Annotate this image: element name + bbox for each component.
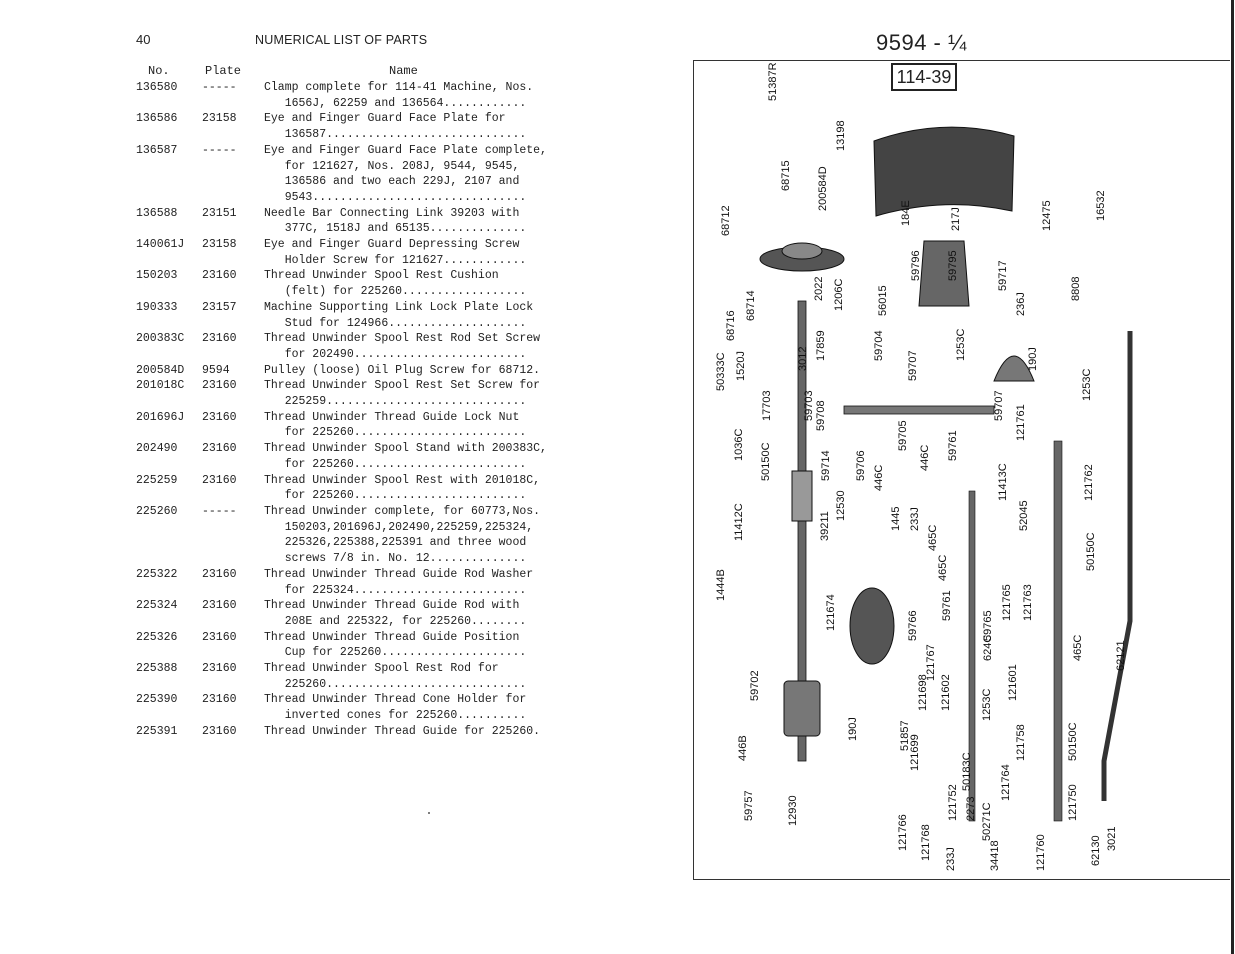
diagram-label: 121767 (925, 644, 937, 681)
diagram-label: 17859 (815, 330, 827, 361)
part-number: 136587 (136, 143, 178, 157)
diagram-label: 68715 (780, 160, 792, 191)
worm-gear-drawing (792, 471, 812, 521)
diagram-label: 51857 (899, 720, 911, 751)
diagram-label: 68714 (745, 290, 757, 321)
part-number: 225324 (136, 599, 178, 613)
part-row (136, 268, 566, 299)
diagram-label: 51387R (767, 62, 779, 101)
diagram-label: 190J (1027, 347, 1039, 371)
part-number: 150203 (136, 269, 178, 283)
long-rod-drawing (1104, 331, 1130, 801)
diagram-label: 465C (927, 524, 939, 551)
part-row (136, 363, 566, 379)
diagram-label: 8808 (1070, 276, 1082, 301)
part-name: Thread Unwinder Thread Guide for 225260. (264, 724, 541, 738)
diagram-label: 3012 (797, 346, 809, 371)
column-header-name: Name (389, 64, 418, 78)
part-row (136, 378, 566, 409)
part-name: Thread Unwinder Spool Rest with 201018C, for 225260......................... (264, 473, 541, 503)
part-plate: 23160 (202, 473, 237, 487)
diagram-label: 1253C (981, 688, 993, 721)
diagram-label: 59707 (907, 350, 919, 381)
part-name: Thread Unwinder Thread Cone Holder for inverted cones for 225260.......... (264, 693, 527, 723)
part-plate: ----- (202, 504, 237, 518)
diagram-label: 1253C (1081, 368, 1093, 401)
diagram-label: 233J (945, 847, 957, 871)
diagram-label: 3021 (1106, 826, 1118, 851)
diagram-label: 121750 (1067, 784, 1079, 821)
part-name: Thread Unwinder Spool Stand with 200383C, for 225260......................... (264, 442, 547, 471)
diagram-label: 59765 (982, 610, 994, 641)
part-number: 200584D (136, 363, 185, 377)
diagram-label: 121762 (1083, 464, 1095, 501)
part-plate: 23160 (202, 599, 237, 613)
diagram-label: 50271C (981, 802, 993, 841)
diagram-label: 59714 (820, 450, 832, 481)
diagram-label: 12530 (835, 490, 847, 521)
part-name: Clamp complete for 114-41 Machine, Nos. 1656J, 62259 and 136564............ (264, 81, 534, 110)
parts-diagram-drawing (694, 61, 1229, 879)
diagram-label: 446C (873, 464, 885, 491)
part-row (136, 111, 566, 142)
diagram-label: 62130 (1090, 835, 1102, 866)
part-number: 190333 (136, 300, 178, 314)
part-plate: 23160 (202, 269, 237, 283)
part-plate: 23158 (202, 238, 237, 252)
diagram-label: 121601 (1007, 664, 1019, 701)
diagram-label: 2273 (965, 796, 977, 821)
diagram-label: 16532 (1095, 190, 1107, 221)
diagram-label: 50183C (961, 752, 973, 791)
diagram-label: 59761 (941, 590, 953, 621)
part-name: Thread Unwinder Spool Rest Cushion (felt) for 225260.................. (264, 269, 527, 299)
diagram-label: 68716 (725, 310, 737, 341)
bracket-drawing (919, 241, 969, 306)
part-plate: 23160 (202, 630, 237, 644)
part-row (136, 143, 566, 206)
diagram-label: 121602 (940, 674, 952, 711)
diagram-label: 446B (737, 735, 749, 761)
diagram-label: 59757 (743, 790, 755, 821)
diagram-label: 59703 (803, 390, 815, 421)
part-name: Needle Bar Connecting Link 39203 with 377C, 1518J and 65135.............. (264, 206, 527, 236)
plate-code: 9594 - ¼ (876, 30, 967, 55)
part-number: 225260 (136, 504, 178, 518)
diagram-label: 62121 (1115, 640, 1127, 671)
right-shaft-drawing (1054, 441, 1062, 821)
diagram-label: 50150C (760, 442, 772, 481)
part-row (136, 661, 566, 692)
part-name: Machine Supporting Link Lock Plate Lock Stud for 124966.................... (264, 300, 534, 330)
part-plate: 9594 (202, 363, 230, 377)
diagram-label: 17703 (761, 390, 773, 421)
part-row (136, 630, 566, 661)
diagram-label: 59705 (897, 420, 909, 451)
thread-cone-drawing (874, 127, 1014, 216)
page-gutter (1231, 0, 1234, 954)
part-row (136, 692, 566, 723)
part-plate: 23160 (202, 442, 237, 456)
cylinder-drawing (784, 681, 820, 736)
diagram-label: 59766 (907, 610, 919, 641)
diagram-label: 1253C (955, 328, 967, 361)
diagram-label: 13198 (835, 120, 847, 151)
part-number: 225259 (136, 473, 178, 487)
part-row (136, 206, 566, 237)
part-plate: ----- (202, 143, 237, 157)
diagram-label: 121699 (909, 734, 921, 771)
part-plate: 23160 (202, 379, 237, 393)
part-row (136, 80, 566, 111)
part-number: 225388 (136, 662, 178, 676)
column-header-plate: Plate (205, 64, 242, 78)
diagram-label: 59796 (910, 250, 922, 281)
part-number: 202490 (136, 442, 178, 456)
part-plate: 23158 (202, 112, 237, 126)
diagram-label: 59708 (815, 400, 827, 431)
diagram-label: 446C (919, 444, 931, 471)
diagram-label: 59706 (855, 450, 867, 481)
diagram-label: 121698 (917, 674, 929, 711)
part-row (136, 598, 566, 629)
part-row (136, 331, 566, 362)
page-number: 40 (136, 32, 151, 47)
part-row (136, 300, 566, 331)
part-row (136, 237, 566, 268)
part-name: Thread Unwinder Spool Rest Rod Set Screw for 202490......................... (264, 332, 541, 361)
part-number: 225326 (136, 630, 178, 644)
cross-rod-drawing (844, 406, 994, 414)
diagram-label: 50333C (715, 352, 727, 391)
pulley-hub-drawing (782, 243, 822, 259)
part-plate: 23160 (202, 662, 237, 676)
diagram-label: 624C (982, 634, 994, 661)
part-plate: 23151 (202, 206, 237, 220)
part-name: Thread Unwinder Thread Guide Rod Washer for 225324......................... (264, 567, 534, 597)
part-number: 201696J (136, 410, 185, 424)
diagram-label: 1444B (715, 569, 727, 601)
diagram-label: 59795 (947, 250, 959, 281)
diagram-label: 12475 (1041, 200, 1053, 231)
diagram-label: 236J (1015, 292, 1027, 316)
diagram-label: 121765 (1001, 584, 1013, 621)
part-plate: 23157 (202, 300, 237, 314)
part-name: Thread Unwinder Thread Guide Rod with 208E and 225322, for 225260........ (264, 599, 527, 628)
part-row (136, 504, 566, 567)
page-title: NUMERICAL LIST OF PARTS (255, 33, 428, 47)
diagram-label: 56015 (877, 285, 889, 316)
diagram-label: 1520J (735, 351, 747, 381)
diagram-label: 34418 (989, 840, 1001, 871)
part-number: 140061J (136, 238, 185, 252)
part-row (136, 410, 566, 441)
part-plate: 23160 (202, 567, 237, 581)
part-plate: 23160 (202, 332, 237, 346)
part-name: Eye and Finger Guard Face Plate for 136587............................. (264, 112, 527, 142)
diagram-label: 121674 (825, 594, 837, 631)
part-number: 201018C (136, 379, 185, 393)
diagram-label: 200584D (817, 166, 829, 211)
diagram-label: 50150C (1067, 722, 1079, 761)
diagram-label: 121758 (1015, 724, 1027, 761)
diagram-label: 50150C (1085, 532, 1097, 571)
diagram-label: 59717 (997, 260, 1009, 291)
diagram-label: 121763 (1022, 584, 1034, 621)
diagram-label: 11413C (997, 463, 1009, 501)
diagram-label: 465C (1072, 634, 1084, 661)
diagram-label: 52045 (1018, 500, 1030, 531)
plate-number-box: 114-39 (891, 63, 957, 91)
part-row (136, 473, 566, 504)
part-row (136, 567, 566, 598)
part-name: Thread Unwinder Thread Guide Lock Nut for 225260......................... (264, 410, 527, 440)
part-number: 136580 (136, 81, 178, 94)
diagram-label: 121768 (920, 824, 932, 861)
diagram-label: 59761 (947, 430, 959, 461)
diagram-label: 2022 (813, 276, 825, 301)
part-name: Eye and Finger Guard Depressing Screw Holder Screw for 121627............ (264, 238, 527, 267)
diagram-label: 59704 (873, 330, 885, 361)
diagram-label: 1206C (833, 278, 845, 311)
part-number: 136588 (136, 206, 178, 220)
diagram-label: 59702 (749, 670, 761, 701)
diagram-label: 1036C (733, 428, 745, 461)
part-plate: 23160 (202, 410, 237, 424)
part-name: Pulley (loose) Oil Plug Screw for 68712. (264, 363, 541, 377)
diagram-label: 121760 (1035, 834, 1047, 871)
diagram-label: 39211 (819, 511, 831, 541)
diagram-label: 68712 (720, 205, 732, 236)
column-header-no: No. (148, 64, 170, 78)
diagram-label: 121764 (1000, 764, 1012, 801)
print-speck (428, 812, 430, 814)
diagram-label: 11412C (733, 503, 745, 541)
part-number: 200383C (136, 332, 185, 346)
diagram-label: 190J (847, 717, 859, 741)
diagram-label: 59707 (993, 390, 1005, 421)
diagram-label: 184E (900, 200, 912, 226)
felt-cushion-drawing (850, 588, 894, 664)
diagram-label: 1445 (890, 506, 902, 531)
part-number: 225390 (136, 693, 178, 707)
part-plate: 23160 (202, 693, 237, 707)
part-name: Eye and Finger Guard Face Plate complete, for 121627, Nos. 208J, 9544, 9545, 136586 and two each 229J, 2107 and 9543............................... (264, 143, 547, 204)
part-number: 225322 (136, 567, 178, 581)
part-row (136, 441, 566, 472)
part-plate: 23160 (202, 724, 237, 738)
diagram-label: 12930 (787, 795, 799, 826)
part-name: Thread Unwinder Spool Rest Rod for 225260............................. (264, 662, 527, 691)
part-row (136, 724, 566, 740)
parts-list (136, 80, 566, 740)
part-number: 136586 (136, 112, 178, 126)
diagram-label: 121761 (1015, 404, 1027, 441)
diagram-label: 217J (950, 207, 962, 231)
diagram-label: 121752 (947, 784, 959, 821)
part-plate: ----- (202, 81, 237, 94)
diagram-label: 121766 (897, 814, 909, 851)
parts-diagram (693, 60, 1230, 880)
part-name: Thread Unwinder Spool Rest Set Screw for 225259............................. (264, 379, 541, 409)
part-name: Thread Unwinder complete, for 60773,Nos. 150203,201696J,202490,225259,225324, 225326,225388,225391 and three wood screws 7/8 in. No. 12.............. (264, 504, 541, 566)
diagram-label: 465C (937, 554, 949, 581)
diagram-label: 233J (909, 507, 921, 531)
part-name: Thread Unwinder Thread Guide Position Cup for 225260..................... (264, 630, 527, 660)
part-number: 225391 (136, 724, 178, 738)
